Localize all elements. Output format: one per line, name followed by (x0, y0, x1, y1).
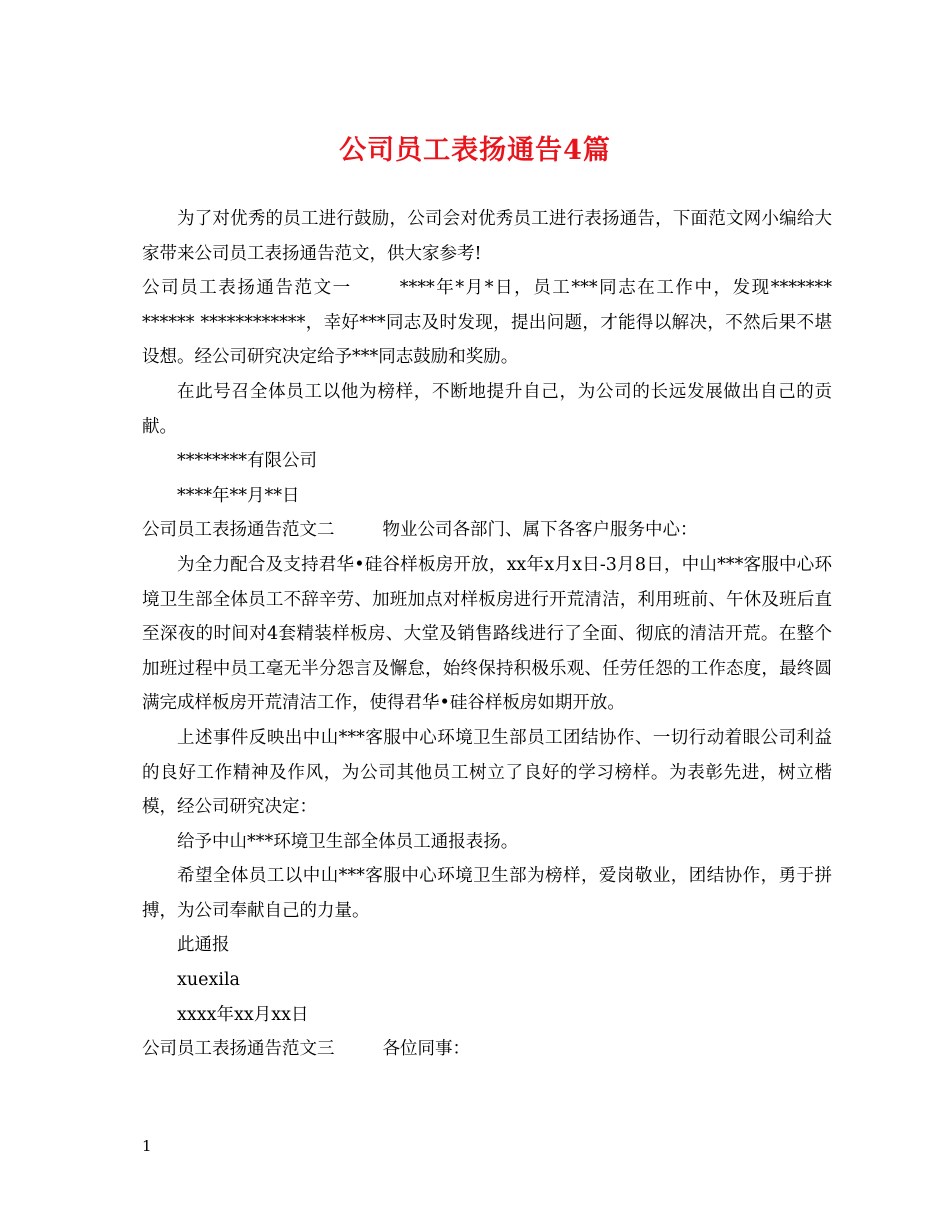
section-2-closing: 此通报 (177, 935, 230, 956)
section-1-call-paragraph: 在此号召全体员工以他为榜样，不断地提升自己，为公司的长远发展做出自己的贡献。 (142, 381, 832, 437)
section-3-header-line (142, 1032, 832, 1067)
section-2-heading: 公司员工表扬通告范文二 (142, 520, 335, 541)
section-2-greeting: 物业公司各部门、属下各客户服务中心： (382, 520, 698, 541)
document-body (142, 202, 832, 1067)
document-title: 公司员工表扬通告4篇 (339, 135, 611, 166)
section-1-signature-date: ****年**月**日 (177, 485, 300, 506)
section-2-signature: xuexila (177, 970, 240, 991)
section-2-paragraph-3: 给予中山***环境卫生部全体员工通报表扬。 (177, 831, 519, 852)
section-2-date: xxxx年xx月xx日 (177, 1004, 309, 1025)
section-2-header-line (142, 513, 832, 548)
section-1-body: ****年*月*日，员工***同志在工作中，发现******* ****** ************，幸好***同志及时发现，提出问题，才能得以解决，不然后果不堪设想。经公司研究决定给予***同志鼓励和奖励。 (142, 278, 832, 368)
section-1-signature-company: ********有限公司 (177, 451, 317, 472)
section-1-paragraph (142, 271, 832, 375)
intro-paragraph: 为了对优秀的员工进行鼓励，公司会对优秀员工进行表扬通告，下面范文网小编给大家带来公司员工表扬通告范文，供大家参考! (142, 209, 832, 264)
section-2-paragraph-1: 为全力配合及支持君华•硅谷样板房开放，xx年x月x日-3月8日，中山***客服中心环境卫生部全体员工不辞辛劳、加班加点对样板房进行开荒清洁，利用班前、午休及班后直至深夜的时间对4套精装样板房、大堂及销售路线进行了全面、彻底的清洁开荒。在整个加班过程中员工毫无半分怨言及懈怠，始终保持积极乐观、任劳任怨的工作态度，最终圆满完成样板房开荒清洁工作，使得君华•硅谷样板房如期开放。 (142, 554, 832, 714)
section-1-heading: 公司员工表扬通告范文一 (142, 278, 352, 299)
section-2-paragraph-2: 上述事件反映出中山***客服中心环境卫生部员工团结协作、一切行动着眼公司利益的良好工作精神及作风，为公司其他员工树立了良好的学习榜样。为表彰先进，树立楷模，经公司研究决定： (142, 727, 832, 818)
section-2-paragraph-4: 希望全体员工以中山***客服中心环境卫生部为榜样，爱岗敬业，团结协作，勇于拼搏，为公司奉献自己的力量。 (142, 866, 832, 921)
section-3-greeting: 各位同事： (382, 1039, 470, 1060)
section-3-heading: 公司员工表扬通告范文三 (142, 1039, 335, 1060)
page-number: 1 (142, 1137, 152, 1155)
